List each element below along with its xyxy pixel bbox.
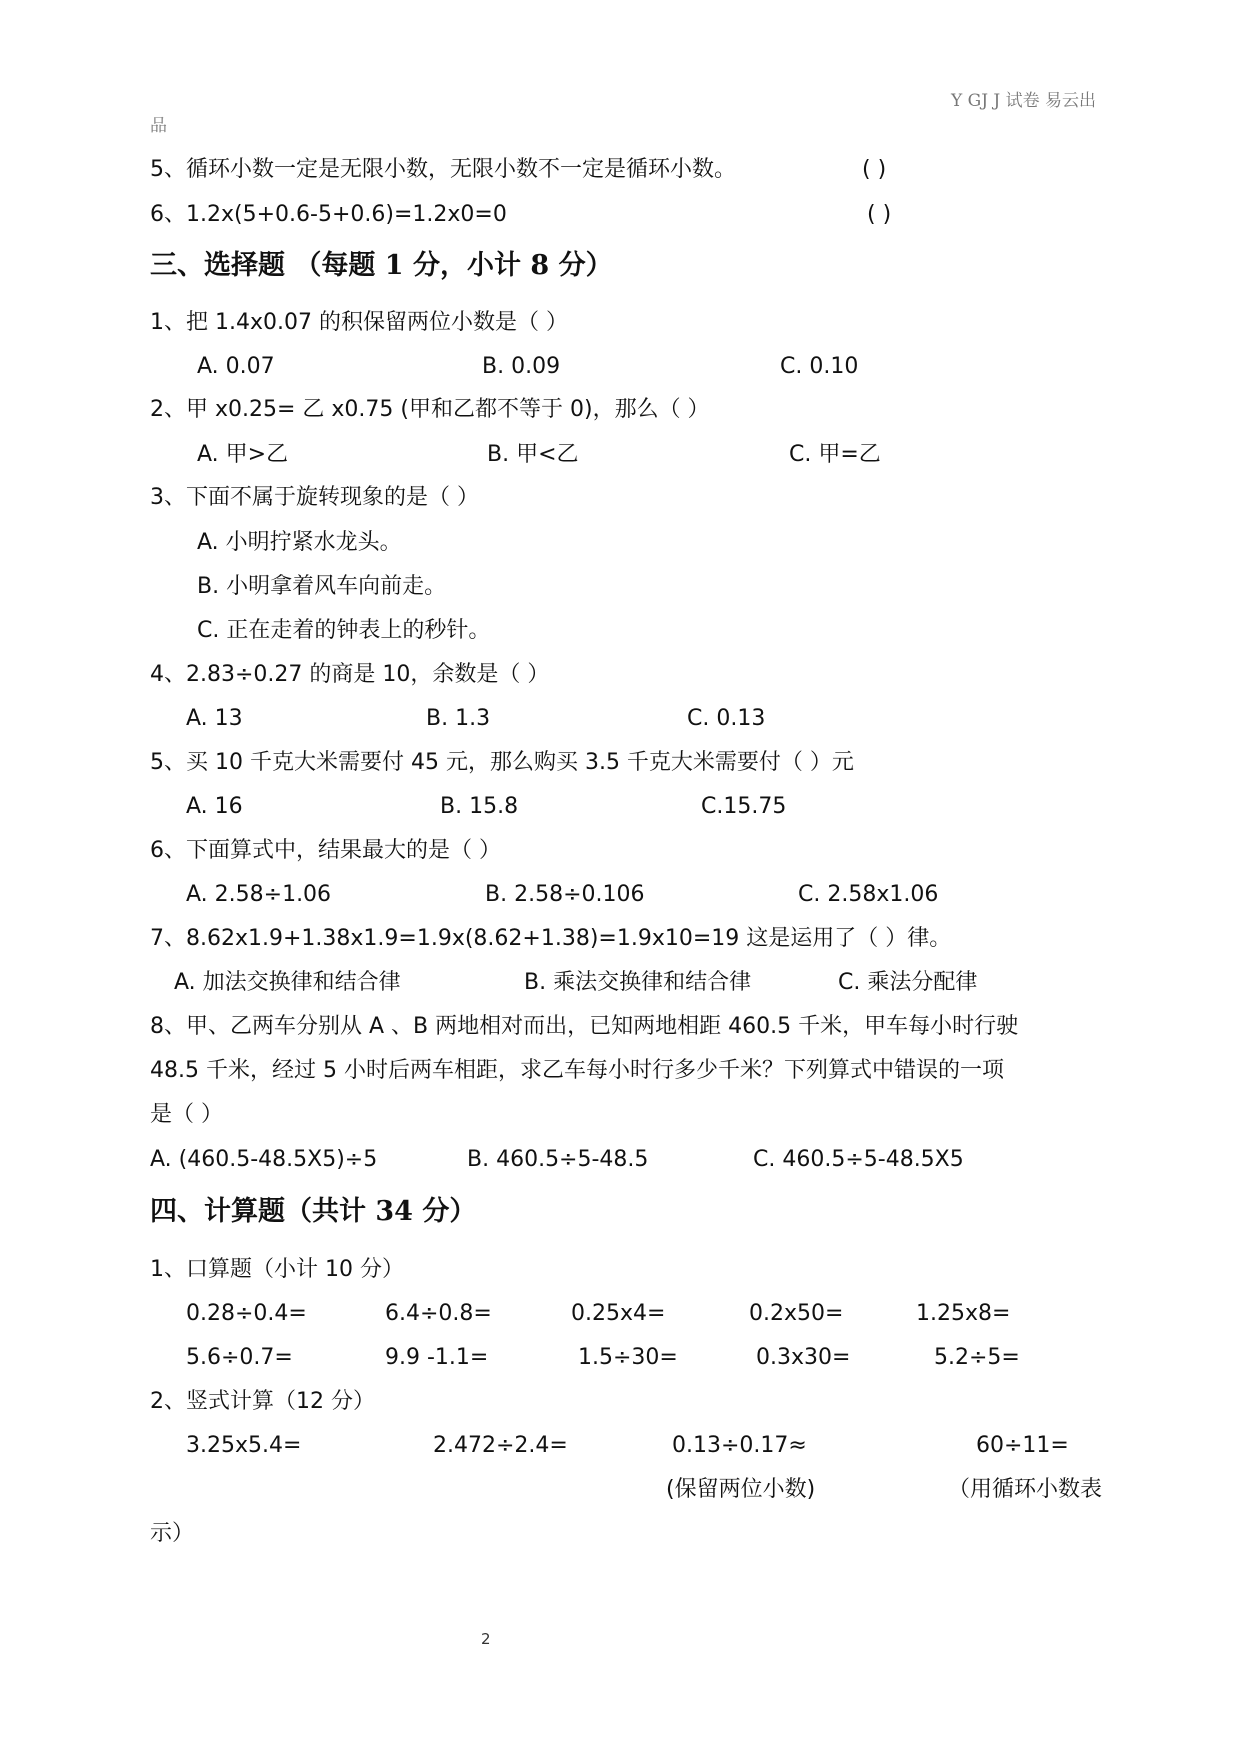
section-4-title: 四、计算题（共计 34 分） bbox=[150, 1196, 477, 1227]
page-number: 2 bbox=[481, 1630, 491, 1648]
mc-q8-option-c: C. 460.5÷5-48.5X5 bbox=[753, 1147, 964, 1172]
vertical-calc-item: 2.472÷2.4= bbox=[433, 1433, 568, 1458]
mc-q4: 4、2.83÷0.27 的商是 10，余数是（ ） bbox=[150, 662, 550, 687]
mc-q2-option-c: C. 甲=乙 bbox=[789, 442, 881, 467]
mc-q5-option-b: B. 15.8 bbox=[440, 794, 519, 819]
mc-q1-option-c: C. 0.10 bbox=[780, 354, 859, 379]
mc-q5: 5、买 10 千克大米需要付 45 元，那么购买 3.5 千克大米需要付（ ）元 bbox=[150, 750, 854, 775]
oral-calc-item: 1.5÷30= bbox=[578, 1345, 678, 1370]
vertical-calc-note-wrap: 示） bbox=[150, 1521, 195, 1546]
mc-q1: 1、把 1.4x0.07 的积保留两位小数是（ ） bbox=[150, 310, 568, 335]
mc-q2: 2、甲 x0.25= 乙 x0.75 (甲和乙都不等于 0)，那么（ ） bbox=[150, 397, 710, 422]
mc-q8-option-b: B. 460.5÷5-48.5 bbox=[467, 1147, 649, 1172]
vertical-calc-item: 3.25x5.4= bbox=[186, 1433, 302, 1458]
mc-q3-option-b: B. 小明拿着风车向前走。 bbox=[197, 574, 447, 599]
oral-calc-item: 5.6÷0.7= bbox=[186, 1345, 293, 1370]
mc-q3-option-a: A. 小明拧紧水龙头。 bbox=[197, 530, 402, 555]
mc-q7-option-c: C. 乘法分配律 bbox=[838, 970, 978, 995]
oral-calc-item: 0.3x30= bbox=[756, 1345, 851, 1370]
mc-q5-option-c: C.15.75 bbox=[701, 794, 787, 819]
mc-q7-option-b: B. 乘法交换律和结合律 bbox=[524, 970, 752, 995]
vertical-calc-item: 0.13÷0.17≈ bbox=[672, 1433, 807, 1458]
vertical-calc-note: （用循环小数表 bbox=[948, 1477, 1103, 1502]
oral-calc-item: 9.9 -1.1= bbox=[385, 1345, 489, 1370]
mc-q8-line-2: 48.5 千米，经过 5 小时后两车相距，求乙车每小时行多少千米？下列算式中错误的一项 bbox=[150, 1058, 1004, 1083]
mc-q2-option-a: A. 甲>乙 bbox=[197, 442, 289, 467]
oral-calc-item: 0.2x50= bbox=[749, 1301, 844, 1326]
mc-q4-option-b: B. 1.3 bbox=[426, 706, 491, 731]
mc-q7: 7、8.62x1.9+1.38x1.9=1.9x(8.62+1.38)=1.9x10=19 这是运用了（ ）律。 bbox=[150, 926, 952, 951]
mc-q8-line-1: 8、甲、乙两车分别从 A 、B 两地相对而出，已知两地相距 460.5 千米，甲车每小时行驶 bbox=[150, 1014, 1019, 1039]
calc-part-1-title: 1、口算题（小计 10 分） bbox=[150, 1257, 404, 1282]
mc-q3: 3、下面不属于旋转现象的是（ ） bbox=[150, 485, 479, 510]
mc-q2-option-b: B. 甲<乙 bbox=[487, 442, 579, 467]
mc-q1-option-a: A. 0.07 bbox=[197, 354, 275, 379]
oral-calc-item: 5.2÷5= bbox=[934, 1345, 1020, 1370]
header-brand: Y GJ J 试卷 易云出 bbox=[951, 91, 1097, 111]
mc-q1-option-b: B. 0.09 bbox=[482, 354, 561, 379]
mc-q6-option-a: A. 2.58÷1.06 bbox=[186, 882, 332, 907]
vertical-calc-note: (保留两位小数) bbox=[666, 1477, 816, 1502]
vertical-calc-item: 60÷11= bbox=[976, 1433, 1069, 1458]
oral-calc-item: 6.4÷0.8= bbox=[385, 1301, 492, 1326]
header-brand-wrap: 品 bbox=[150, 116, 167, 136]
judge-item-5-bracket: ( ) bbox=[862, 157, 887, 182]
judge-item-5-text: 5、循环小数一定是无限小数，无限小数不一定是循环小数。 bbox=[150, 157, 736, 182]
section-3-title: 三、选择题 （每题 1 分，小计 8 分） bbox=[150, 250, 613, 281]
oral-calc-item: 0.28÷0.4= bbox=[186, 1301, 307, 1326]
mc-q4-option-a: A. 13 bbox=[186, 706, 243, 731]
mc-q3-option-c: C. 正在走着的钟表上的秒针。 bbox=[197, 618, 491, 643]
oral-calc-item: 1.25x8= bbox=[916, 1301, 1011, 1326]
oral-calc-item: 0.25x4= bbox=[571, 1301, 666, 1326]
mc-q5-option-a: A. 16 bbox=[186, 794, 243, 819]
mc-q6-option-b: B. 2.58÷0.106 bbox=[485, 882, 645, 907]
judge-item-6-text: 6、1.2x(5+0.6-5+0.6)=1.2x0=0 bbox=[150, 202, 507, 227]
mc-q8-option-a: A. (460.5-48.5X5)÷5 bbox=[150, 1147, 378, 1172]
mc-q8-line-3: 是（ ） bbox=[150, 1102, 223, 1127]
mc-q4-option-c: C. 0.13 bbox=[687, 706, 766, 731]
mc-q6-option-c: C. 2.58x1.06 bbox=[798, 882, 939, 907]
mc-q7-option-a: A. 加法交换律和结合律 bbox=[174, 970, 401, 995]
calc-part-2-title: 2、竖式计算（12 分） bbox=[150, 1389, 375, 1414]
mc-q6: 6、下面算式中，结果最大的是（ ） bbox=[150, 838, 501, 863]
judge-item-6-bracket: ( ) bbox=[867, 202, 892, 227]
